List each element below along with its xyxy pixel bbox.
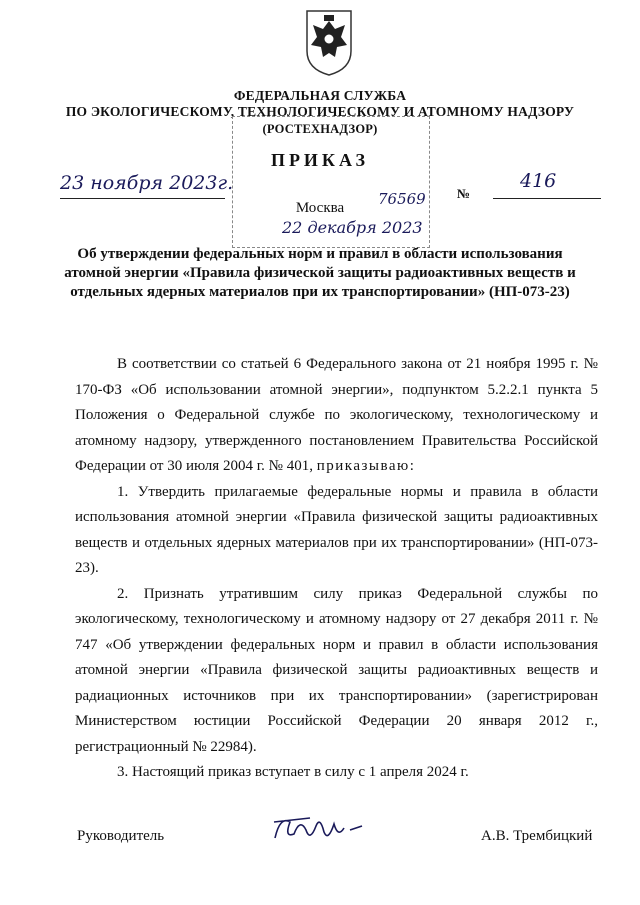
document-title: Об утверждении федеральных норм и правил в области использования атомной энергии «Правила физической защиты радиоактивных веществ и отдельных ядерных материалов при их транспортировании» (НП-073-23) — [64, 246, 576, 300]
order-keyword: приказываю: — [316, 458, 416, 474]
item-1: 1. Утвердить прилагаемые федеральные нормы и правила в области использования атомной энергии «Правила физической защиты радиоактивных веществ и отдельных ядерных материалов при их транспортировании» (НП-073-23). — [75, 483, 598, 576]
number-underline — [493, 198, 601, 199]
intro-text: В соответствии со статьей 6 Федерального закона от 21 ноября 1995 г. № 170-ФЗ «Об использовании атомной энергии», подпунктом 5.2.2.1 пункта 5 Положения о Федеральной службе по экологическому, технологическому и атомному надзору, утвержденного постановлением Правительства Российской Федерации от 30 июля 2004 г. № 401, — [75, 356, 598, 474]
handwritten-signature — [270, 808, 370, 852]
agency-abbreviation: (РОСТЕХНАДЗОР) — [262, 122, 378, 136]
date-underline — [60, 198, 225, 199]
signatory-role: Руководитель — [77, 828, 165, 844]
city: Москва — [295, 200, 345, 216]
number-label: № — [457, 186, 471, 201]
handwritten-date: 23 ноября 2023г. — [60, 172, 234, 194]
document-type: ПРИКАЗ — [270, 150, 370, 170]
item-2: 2. Признать утратившим силу приказ Федеральной службы по экологическому, технологическому и атомному надзору от 27 декабря 2011 г. № 747 «Об утверждении федеральных норм и правил в области использования атомной энергии «Правила физической защиты радиоактивных веществ и радиационных источников при их транспортировании» (зарегистрирован Министерством юстиции Российской Федерации 20 января 2012 г., регистрационный № 22984). — [75, 585, 598, 755]
signatory-name: А.В. Трембицкий — [481, 828, 593, 844]
item-3: 3. Настоящий приказ вступает в силу с 1 апреля 2024 г. — [117, 764, 469, 780]
agency-name-line1: ФЕДЕРАЛЬНАЯ СЛУЖБА — [233, 88, 407, 103]
registration-number: 76569 — [378, 190, 426, 208]
registration-date: 22 декабря 2023 — [282, 218, 423, 237]
agency-name-line2: ПО ЭКОЛОГИЧЕСКОМУ, ТЕХНОЛОГИЧЕСКОМУ И АТОМНОМУ НАДЗОРУ — [65, 104, 575, 119]
intro-paragraph — [75, 352, 598, 480]
coat-of-arms-emblem — [301, 7, 357, 79]
document-body — [75, 352, 598, 786]
handwritten-number: 416 — [520, 170, 557, 192]
